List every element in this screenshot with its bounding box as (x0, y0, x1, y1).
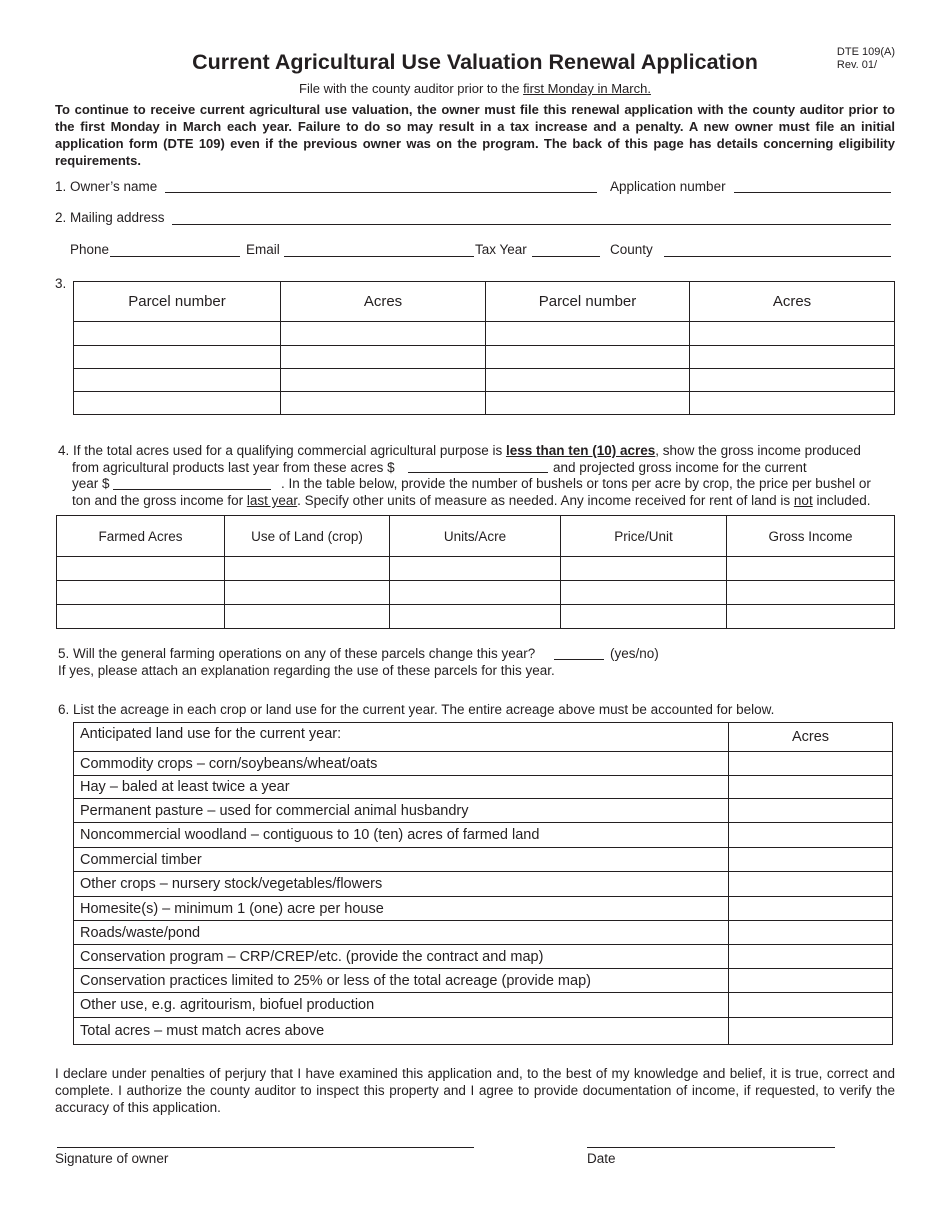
acres-cell[interactable] (690, 322, 895, 346)
section-5-note: If yes, please attach an explanation regarding the use of these parcels for this year. (58, 663, 555, 678)
parcel-cell[interactable] (486, 322, 690, 346)
parcel-cell[interactable] (74, 322, 281, 346)
acres-cell[interactable] (729, 872, 893, 897)
acres-cell[interactable] (729, 799, 893, 823)
section-4-text: , show the gross income produced (655, 443, 861, 458)
county-field[interactable] (664, 256, 891, 257)
use-of-land-header: Use of Land (crop) (225, 516, 390, 557)
table-row (74, 346, 895, 369)
acres-cell[interactable] (729, 752, 893, 776)
yes-no-field[interactable] (554, 659, 604, 660)
table-row (74, 823, 893, 848)
table-row (57, 557, 895, 581)
income-cell[interactable] (390, 605, 561, 629)
subtitle-text: File with the county auditor prior to the (299, 81, 524, 96)
section-3-number: 3. (55, 276, 67, 291)
table-row (57, 605, 895, 629)
table-row (74, 872, 893, 897)
table-row (74, 848, 893, 872)
tax-year-label: Tax Year (475, 242, 527, 257)
land-use-label: Commercial timber (74, 848, 729, 872)
income-cell[interactable] (57, 581, 225, 605)
land-use-table (73, 722, 893, 1045)
table-row (74, 945, 893, 969)
section-5-question: 5. Will the general farming operations on any of these parcels change this year? (58, 646, 536, 661)
income-cell[interactable] (225, 605, 390, 629)
income-cell[interactable] (561, 581, 727, 605)
land-use-label: Noncommercial woodland – contiguous to 10 (ten) acres of farmed land (74, 823, 729, 848)
page-title: Current Agricultural Use Valuation Renewal Application (192, 50, 758, 74)
phone-label: Phone (70, 242, 110, 257)
not-emphasis: not (793, 493, 813, 508)
less-than-ten-acres: less than ten (10) acres (505, 443, 656, 458)
owner-signature-label: Signature of owner (55, 1151, 169, 1166)
acres-cell[interactable] (281, 392, 486, 415)
acres-cell[interactable] (690, 392, 895, 415)
table-row (74, 369, 895, 392)
section-4-line-4 (72, 492, 871, 509)
declaration: I declare under penalties of perjury that I have examined this application and, to the best of my knowledge and belief, it is true, correct and complete. I authorize the county auditor to inspect this property and I agree to provide documentation of income, if requested, to verify the accuracy of this application. (55, 1066, 895, 1115)
parcel-cell[interactable] (486, 346, 690, 369)
form-number: DTE 109(A) (836, 46, 895, 58)
intro-paragraph: To continue to receive current agricultural use valuation, the owner must file this renewal application with the county auditor prior to the first Monday in March each year. Failure to do so may result in a tax increase and a penalty. A new owner must file an initial application form (DTE 109) even if the previous owner was on the program. The back of this page has details concerning eligibility requirements. (55, 102, 895, 168)
parcel-cell[interactable] (486, 392, 690, 415)
land-use-label: Hay – baled at least twice a year (74, 776, 729, 799)
table-row (74, 969, 893, 993)
parcel-number-header: Parcel number (486, 282, 690, 322)
land-use-label: Total acres – must match acres above (74, 1018, 729, 1045)
acres-cell[interactable] (281, 322, 486, 346)
income-cell[interactable] (561, 605, 727, 629)
application-number-label: Application number (610, 179, 726, 194)
county-label: County (610, 242, 653, 257)
land-use-label: Homesite(s) – minimum 1 (one) acre per house (74, 897, 729, 921)
acres-header: Acres (281, 282, 486, 322)
table-row (74, 1018, 893, 1045)
acres-header: Acres (729, 723, 893, 752)
anticipated-land-use-header: Anticipated land use for the current year: (74, 723, 729, 752)
table-row (74, 776, 893, 799)
section-4-line-1 (58, 442, 861, 459)
email-label: Email (246, 242, 280, 257)
section-4-text: ton and the gross income for (72, 493, 247, 508)
land-use-label: Permanent pasture – used for commercial animal husbandry (74, 799, 729, 823)
mailing-address-label: 2. Mailing address (55, 210, 165, 225)
tax-year-field[interactable] (532, 256, 600, 257)
units-per-acre-header: Units/Acre (390, 516, 561, 557)
acres-header: Acres (690, 282, 895, 322)
parcel-cell[interactable] (74, 346, 281, 369)
land-use-label: Conservation practices limited to 25% or less of the total acreage (provide map) (74, 969, 729, 993)
acres-cell[interactable] (729, 823, 893, 848)
income-cell[interactable] (390, 557, 561, 581)
income-cell[interactable] (57, 557, 225, 581)
land-use-label: Other crops – nursery stock/vegetables/flowers (74, 872, 729, 897)
parcel-cell[interactable] (486, 369, 690, 392)
section-4-line-3-end: . In the table below, provide the number of bushels or tons per acre by crop, the price per bushel or (281, 476, 871, 491)
date-label: Date (587, 1151, 616, 1166)
section-4-line-3-start: year $ (72, 476, 110, 491)
income-cell[interactable] (727, 605, 895, 629)
owner-name-label: 1. Owner’s name (55, 179, 158, 194)
parcel-cell[interactable] (74, 392, 281, 415)
total-acres-cell[interactable] (729, 1018, 893, 1045)
gross-income-header: Gross Income (727, 516, 895, 557)
owner-name-field[interactable] (165, 192, 597, 193)
acres-cell[interactable] (729, 945, 893, 969)
income-cell[interactable] (561, 557, 727, 581)
table-row (74, 322, 895, 346)
acres-cell[interactable] (690, 369, 895, 392)
acres-cell[interactable] (729, 776, 893, 799)
income-table (56, 515, 895, 629)
farmed-acres-header: Farmed Acres (57, 516, 225, 557)
parcel-table (73, 281, 895, 415)
land-use-label: Roads/waste/pond (74, 921, 729, 945)
income-cell[interactable] (225, 557, 390, 581)
mailing-address-field[interactable] (172, 224, 891, 225)
table-row (74, 897, 893, 921)
table-row (74, 993, 893, 1018)
income-cell[interactable] (57, 605, 225, 629)
phone-field[interactable] (110, 256, 240, 257)
table-row (57, 581, 895, 605)
income-cell[interactable] (390, 581, 561, 605)
acres-cell[interactable] (729, 969, 893, 993)
acres-cell[interactable] (729, 848, 893, 872)
acres-cell[interactable] (729, 921, 893, 945)
date-field[interactable] (587, 1147, 835, 1148)
application-number-field[interactable] (734, 192, 891, 193)
table-row (74, 799, 893, 823)
section-6-intro: 6. List the acreage in each crop or land use for the current year. The entire acreage above must be accounted for below. (58, 702, 775, 717)
table-row (74, 392, 895, 415)
income-cell[interactable] (727, 581, 895, 605)
acres-cell[interactable] (729, 993, 893, 1018)
land-use-label: Commodity crops – corn/soybeans/wheat/oats (74, 752, 729, 776)
email-field[interactable] (284, 256, 474, 257)
acres-cell[interactable] (281, 369, 486, 392)
land-use-header (74, 723, 893, 752)
income-cell[interactable] (727, 557, 895, 581)
price-per-unit-header: Price/Unit (561, 516, 727, 557)
income-table-header (57, 516, 895, 557)
land-use-label: Other use, e.g. agritourism, biofuel production (74, 993, 729, 1018)
land-use-label: Conservation program – CRP/CREP/etc. (provide the contract and map) (74, 945, 729, 969)
acres-cell[interactable] (281, 346, 486, 369)
projected-income-field[interactable] (113, 489, 271, 490)
section-4-text: . Specify other units of measure as needed. Any income received for rent of land is (297, 493, 794, 508)
yes-no-hint: (yes/no) (610, 646, 659, 661)
income-cell[interactable] (225, 581, 390, 605)
parcel-table-header (74, 282, 895, 322)
table-row (74, 752, 893, 776)
acres-cell[interactable] (690, 346, 895, 369)
section-4-line-2: from agricultural products last year from these acres $ (72, 460, 395, 475)
last-year-emphasis: last year (246, 493, 298, 508)
parcel-cell[interactable] (74, 369, 281, 392)
section-4-line-2-end: and projected gross income for the current (553, 460, 807, 475)
parcel-number-header: Parcel number (74, 282, 281, 322)
subtitle-deadline: first Monday in March. (523, 81, 651, 96)
section-4-text: included. (812, 493, 871, 508)
subtitle (0, 81, 950, 96)
owner-signature-field[interactable] (57, 1147, 474, 1148)
table-row (74, 921, 893, 945)
section-4-text: 4. If the total acres used for a qualifying commercial agricultural purpose is (58, 443, 506, 458)
revision: Rev. 01/ (836, 59, 878, 71)
acres-cell[interactable] (729, 897, 893, 921)
last-year-income-field[interactable] (408, 472, 548, 473)
